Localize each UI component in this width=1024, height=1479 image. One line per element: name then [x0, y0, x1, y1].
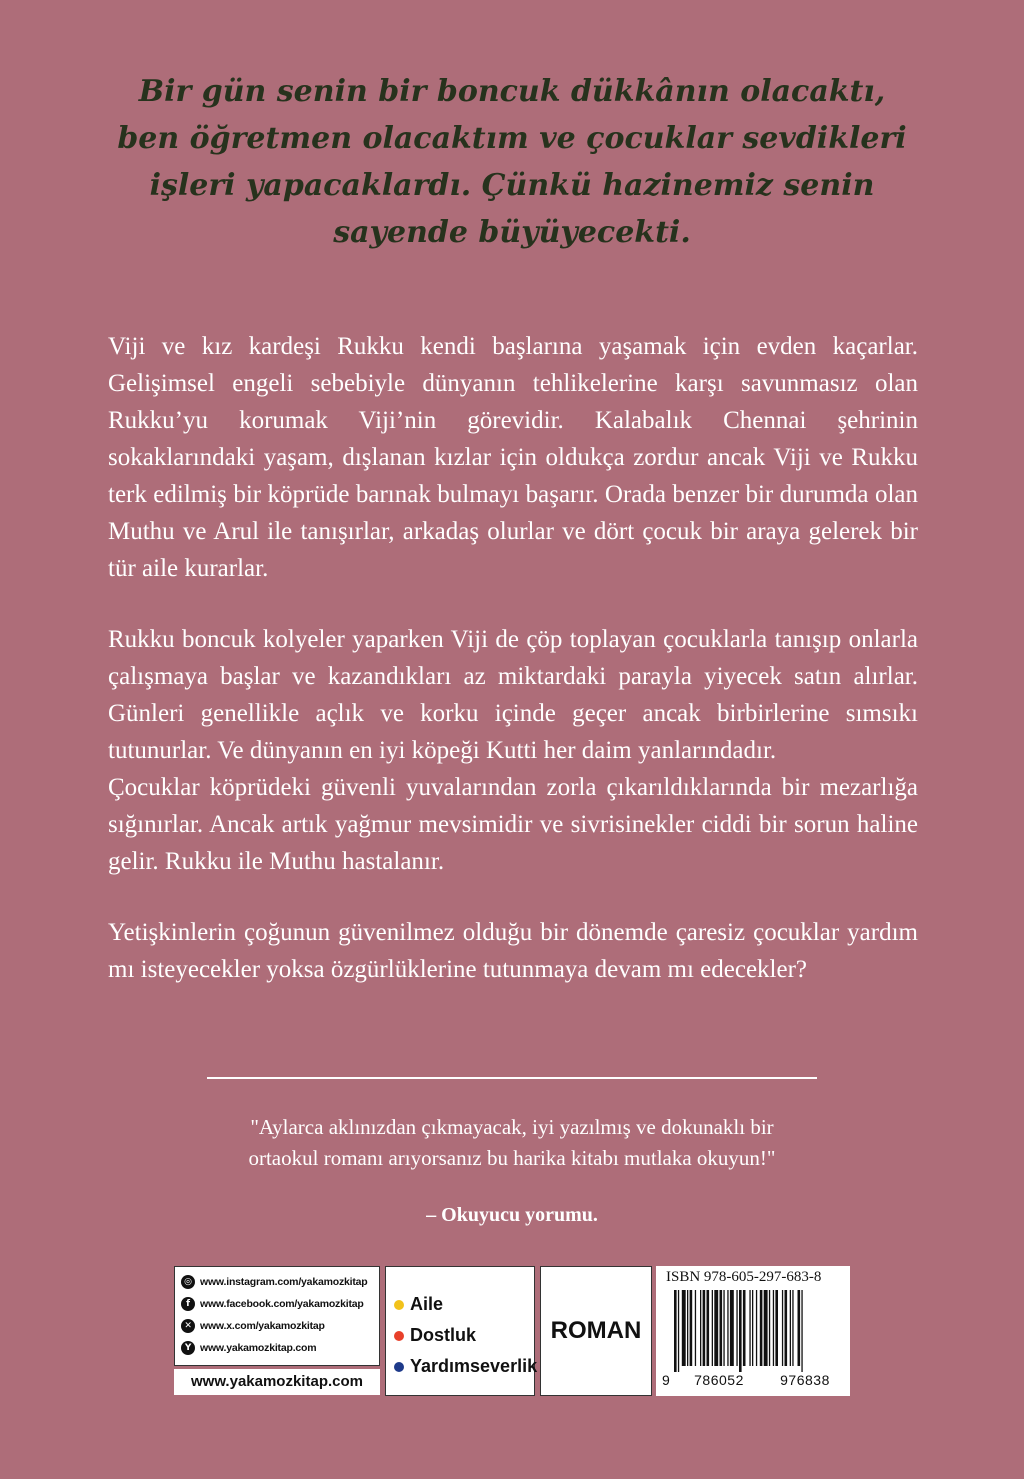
barcode-bar: [756, 1290, 757, 1366]
dot-icon: [394, 1300, 404, 1310]
social-link-instagram[interactable]: [181, 1271, 373, 1293]
isbn-digits-left: 786052: [694, 1372, 744, 1388]
barcode-bar: [792, 1290, 793, 1366]
barcode-bar: [760, 1290, 763, 1366]
back-cover-quote: [110, 68, 914, 256]
dot-icon: [394, 1331, 404, 1341]
social-link-facebook[interactable]: [181, 1293, 373, 1315]
barcode-bar: [782, 1290, 783, 1366]
isbn-box: [656, 1266, 850, 1396]
barcode-bar: [723, 1290, 724, 1366]
synopsis-paragraph: Rukku boncuk kolyeler yaparken Viji de çöp toplayan çocuklarla tanışıp onlarla çalışmaya başlar ve kazandıkları az miktardaki parayla yiyecek satın alırlar. Günleri genellikle açlık ve korku içinde geçer ancak birbirlerine sımsıkı tutunurlar. Ve dünyanın en iyi köpeği Kutti her daim yanlarındadır.: [108, 626, 918, 764]
quote-line: Bir gün senin bir boncuk dükkânın olacaktı,: [138, 74, 886, 109]
social-link-x[interactable]: [181, 1315, 373, 1337]
tag-label: Dostluk: [410, 1325, 477, 1345]
barcode-bar: [712, 1290, 713, 1366]
genre-label: ROMAN: [540, 1266, 652, 1396]
isbn-label: ISBN 978-605-297-683-8: [666, 1269, 822, 1285]
barcode-bar: [674, 1290, 677, 1372]
isbn-digits: [662, 1372, 848, 1388]
quote-line: sayende büyüyecekti.: [333, 215, 691, 250]
barcode-bar: [678, 1290, 679, 1372]
review-line: "Aylarca aklınızdan çıkmayacak, iyi yazılmış ve dokunaklı bir: [250, 1115, 774, 1139]
social-link-text: www.yakamozkitap.com: [200, 1342, 317, 1354]
barcode-bar: [801, 1290, 802, 1372]
quote-line: işleri yapacaklardı. Çünkü hazinemiz senin: [149, 168, 875, 203]
dot-icon: [394, 1362, 404, 1372]
divider: [207, 1077, 817, 1079]
quote-line: ben öğretmen olacaktım ve çocuklar sevdikleri: [117, 121, 907, 156]
social-link-text: www.x.com/yakamozkitap: [200, 1320, 325, 1332]
synopsis-paragraph: Çocuklar köprüdeki güvenli yuvalarından zorla çıkarıldıklarında bir mezarlığa sığınırlar. Ancak artık yağmur mevsimidir ve sivrisinekler ciddi bir sorun haline gelir. Rukku ile Muthu hastalanır.: [108, 774, 918, 875]
tag-label: Aile: [410, 1294, 444, 1314]
barcode-bar: [720, 1290, 723, 1366]
yakamoz-icon: Y: [181, 1341, 195, 1355]
social-link-text: www.instagram.com/yakamozkitap: [200, 1276, 368, 1288]
barcode-bar: [749, 1290, 750, 1366]
social-links-box: [174, 1266, 380, 1366]
barcode-bar: [707, 1290, 710, 1366]
barcode: [674, 1290, 844, 1372]
instagram-icon: ◎: [181, 1275, 195, 1289]
review-line: ortaokul romanı arıyorsanız bu harika kitabı mutlaka okuyun!": [248, 1146, 776, 1170]
theme-tags-box: [385, 1266, 538, 1396]
barcode-bar: [798, 1290, 801, 1366]
barcode-bar: [769, 1290, 770, 1366]
barcode-bar: [736, 1290, 737, 1366]
barcode-bar: [682, 1290, 686, 1366]
barcode-bar: [743, 1290, 746, 1366]
synopsis-paragraph: Viji ve kız kardeşi Rukku kendi başlarına yaşamak için evden kaçarlar. Gelişimsel engeli sebebiyle dünyanın tehlikelerine karşı savunmasız olan Rukku’yu korumak Viji’nin görevidir. Kalabalık Chennai şehrinin sokaklarındaki yaşam, dışlanan kızlar için oldukça zordur ancak Viji ve Rukku terk edilmiş bir köprüde barınak bulmayı başarır. Orada benzer bir durumda olan Muthu ve Arul ile tanışırlar, arkadaş olurlar ve dört çocuk bir araya gelerek bir tür aile kurarlar.: [108, 333, 918, 582]
barcode-bar: [690, 1290, 693, 1366]
synopsis-paragraph: Yetişkinlerin çoğunun güvenilmez olduğu bir dönemde çaresiz çocuklar yardım mı isteyecekler yoksa özgürlüklerine tutunmaya devam mı edecekler?: [108, 919, 918, 983]
barcode-bar: [752, 1290, 753, 1366]
barcode-bar: [730, 1290, 734, 1366]
social-link-website[interactable]: [181, 1337, 373, 1359]
barcode-bar: [775, 1290, 778, 1366]
barcode-bar: [790, 1290, 791, 1366]
barcode-bar: [687, 1290, 688, 1366]
tag-aile: [394, 1289, 534, 1320]
barcode-bar: [773, 1290, 774, 1366]
barcode-bar: [739, 1290, 742, 1372]
barcode-bar: [727, 1290, 728, 1366]
social-link-text: www.facebook.com/yakamozkitap: [200, 1298, 364, 1310]
x-icon: ✕: [181, 1319, 195, 1333]
tag-label: Yardımseverlik: [410, 1356, 538, 1376]
barcode-bar: [695, 1290, 696, 1366]
barcode-bar: [700, 1290, 701, 1366]
barcode-bar: [785, 1290, 788, 1366]
barcode-bar: [764, 1290, 768, 1366]
website-url[interactable]: www.yakamozkitap.com: [174, 1369, 380, 1395]
review-attribution: – Okuyucu yorumu.: [426, 1204, 598, 1226]
isbn-digits-right: 976838: [780, 1372, 830, 1388]
isbn-digit-first: 9: [662, 1372, 671, 1388]
tag-yardimseverlik: [394, 1351, 538, 1382]
barcode-bar: [703, 1290, 706, 1366]
synopsis: [108, 328, 918, 1022]
reader-review: [150, 1112, 874, 1174]
tag-dostluk: [394, 1320, 534, 1351]
barcode-bar: [714, 1290, 718, 1366]
facebook-icon: f: [181, 1297, 195, 1311]
